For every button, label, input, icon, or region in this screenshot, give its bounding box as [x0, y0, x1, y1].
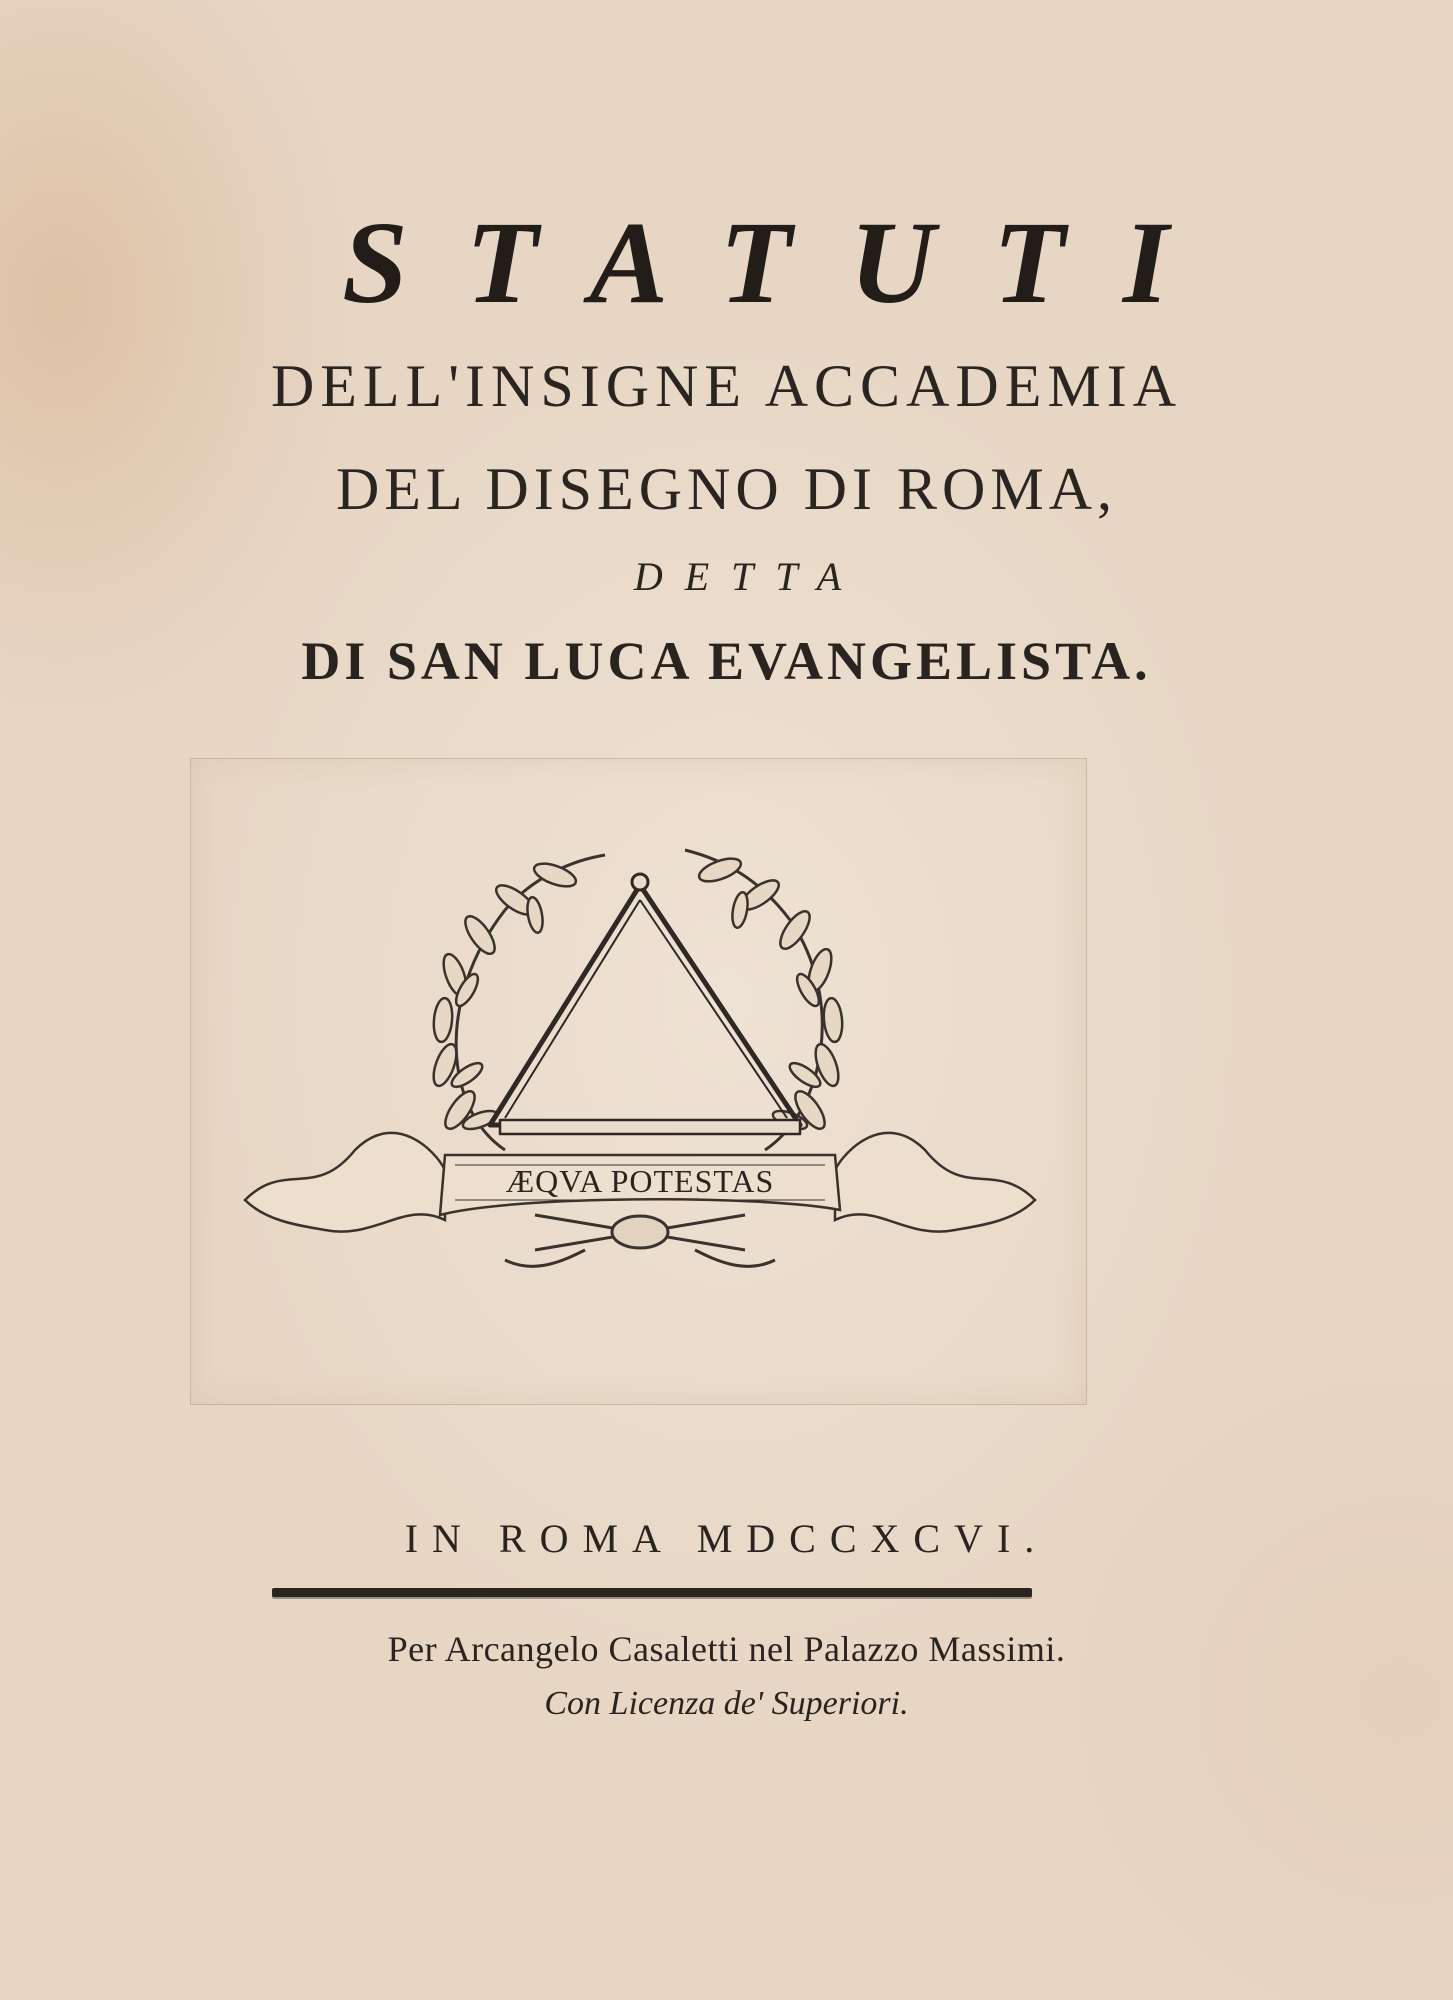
horizontal-rule — [272, 1588, 1032, 1597]
title-line-disegno: DEL DISEGNO DI ROMA, — [335, 456, 1118, 522]
crossed-brushes-icon — [505, 1215, 775, 1266]
imprint-printer: Per Arcangelo Casaletti nel Palazzo Massimi. — [387, 1629, 1066, 1669]
imprint-place-date: IN ROMA MDCCXCVI. — [404, 1516, 1049, 1561]
emblem-engraving — [205, 820, 1075, 1300]
title-line-san-luca: DI SAN LUCA EVANGELISTA. — [301, 631, 1152, 691]
imprint-licenza: Con Licenza de' Superiori. — [544, 1685, 909, 1722]
title-line-accademia: DELL'INSIGNE ACCADEMIA — [270, 353, 1183, 419]
emblem-motto: ÆQVA POTESTAS — [505, 1163, 775, 1199]
title-statuti: STATUTI — [342, 197, 1227, 328]
title-line-detta: DETTA — [633, 554, 864, 599]
